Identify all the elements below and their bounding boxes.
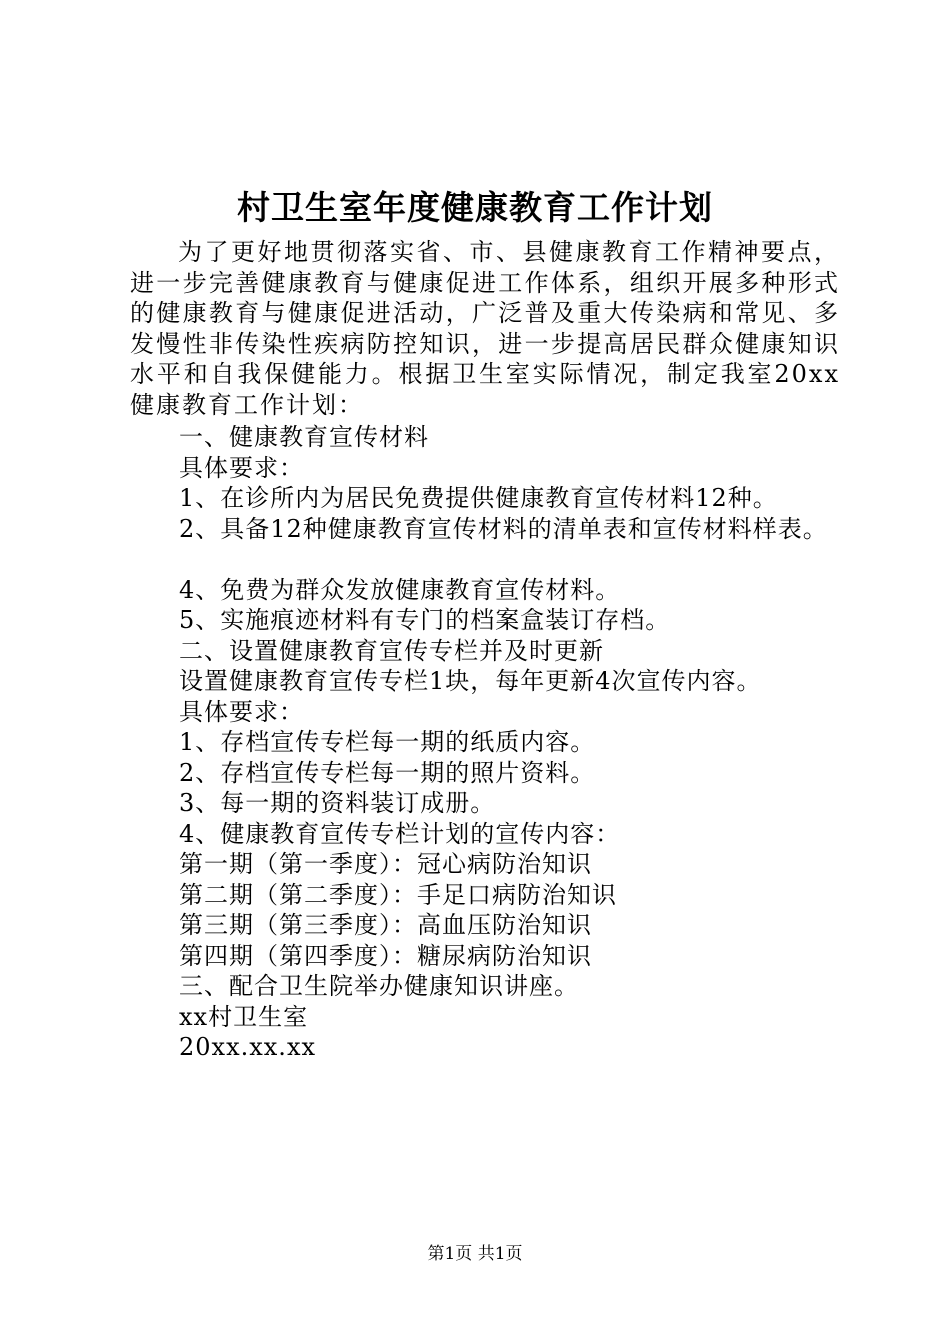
signature-org: xx村卫生室 bbox=[179, 1002, 309, 1031]
schedule-line: 第三期（第三季度）：高血压防治知识 bbox=[179, 911, 592, 939]
schedule-line: 第四期（第四季度）：糖尿病防治知识 bbox=[179, 941, 592, 970]
body-line: 5、实施痕迹材料有专门的档案盒装订存档。 bbox=[179, 606, 671, 634]
schedule-line: 第一期（第一季度）：冠心病防治知识 bbox=[179, 850, 592, 878]
body-line: 设置健康教育宣传专栏1块，每年更新4次宣传内容。 bbox=[179, 667, 762, 695]
body-line: 2、存档宣传专栏每一期的照片资料。 bbox=[179, 758, 596, 787]
schedule-line: 第二期（第二季度）：手足口病防治知识 bbox=[179, 880, 617, 909]
signature-date: 20xx.xx.xx bbox=[179, 1033, 317, 1061]
document-body bbox=[179, 422, 828, 1063]
section-heading: 二、设置健康教育宣传专栏并及时更新 bbox=[179, 636, 604, 665]
body-line: 1、在诊所内为居民免费提供健康教育宣传材料12种。 bbox=[179, 484, 778, 512]
body-line: 具体要求： bbox=[179, 453, 304, 482]
blank-line bbox=[179, 544, 828, 575]
section-heading: 一、健康教育宣传材料 bbox=[179, 423, 429, 451]
body-line: 4、健康教育宣传专栏计划的宣传内容： bbox=[179, 819, 621, 848]
section-heading: 三、配合卫生院举办健康知识讲座。 bbox=[179, 972, 579, 1000]
body-line: 4、免费为群众发放健康教育宣传材料。 bbox=[179, 575, 621, 604]
intro-paragraph: 为了更好地贯彻落实省、市、县健康教育工作精神要点，进一步完善健康教育与健康促进工作体系，组织开展多种形式的健康教育与健康促进活动，广泛普及重大传染病和常见、多发慢性非传染性疾病防控知识，进一步提高居民群众健康知识水平和自我保健能力。根据卫生室实际情况，制定我室20xx健康教育工作计划： bbox=[130, 238, 840, 419]
page-footer: 第1页 共1页 bbox=[427, 1244, 523, 1264]
body-line: 1、存档宣传专栏每一期的纸质内容。 bbox=[179, 728, 596, 756]
body-line: 2、具备12种健康教育宣传材料的清单表和宣传材料样表。 bbox=[179, 514, 828, 543]
body-line: 3、每一期的资料装订成册。 bbox=[179, 789, 496, 817]
body-line: 具体要求： bbox=[179, 697, 304, 726]
document-title: 村卫生室年度健康教育工作计划 bbox=[237, 188, 713, 227]
